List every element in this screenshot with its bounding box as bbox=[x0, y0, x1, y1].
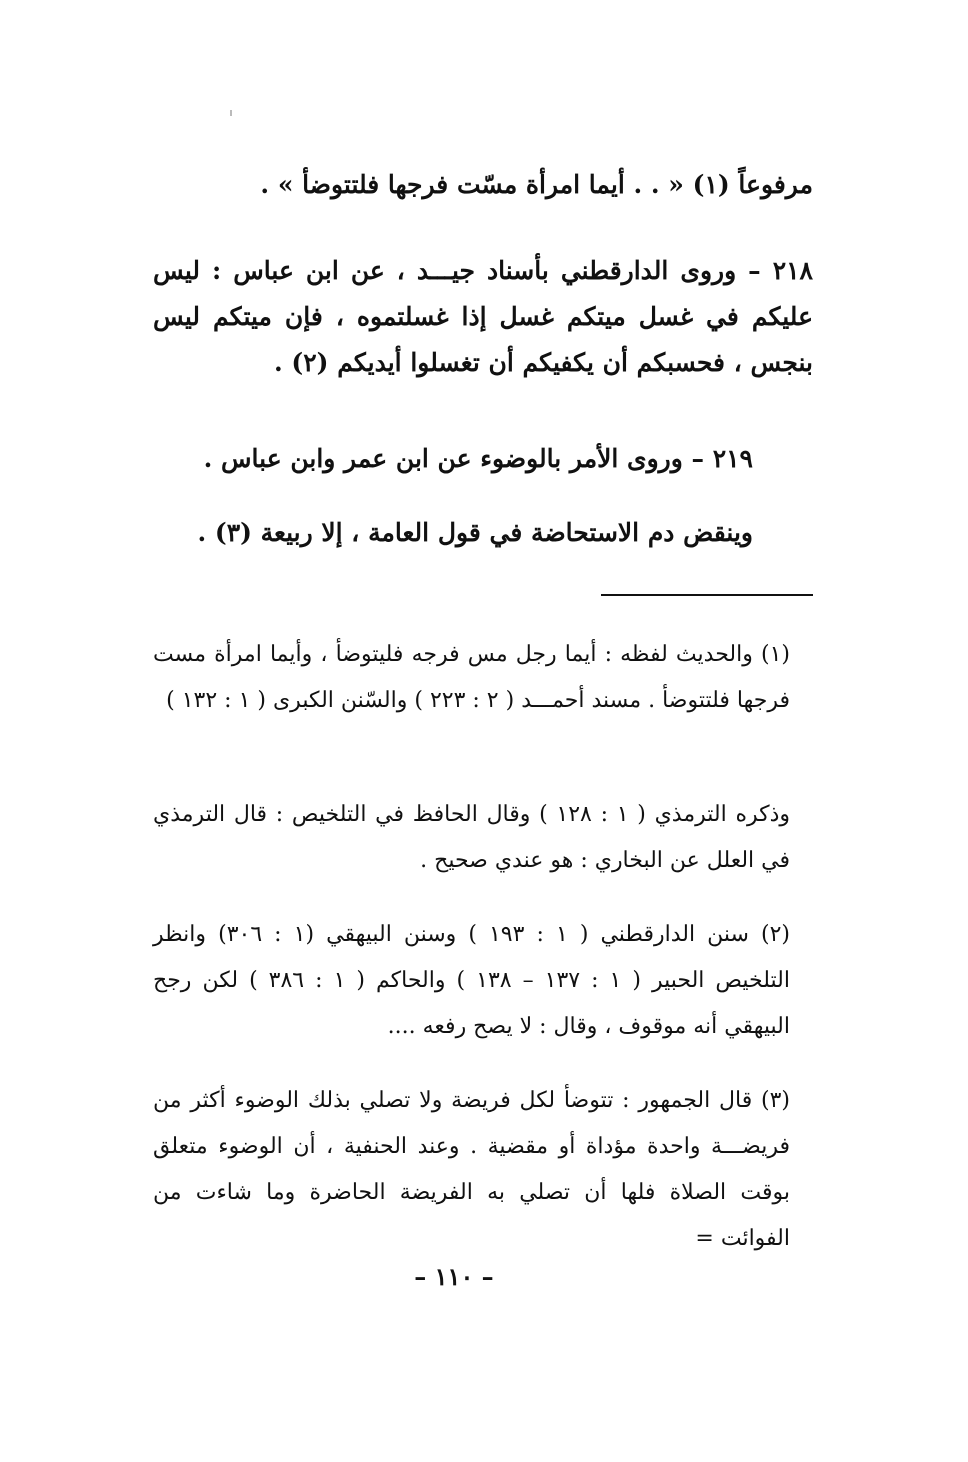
paragraph-219-text: ٢١٩ – وروى الأمر بالوضوء عن ابن عمر وابن عباس . bbox=[203, 444, 753, 473]
page-number: – ١١٠ – bbox=[414, 1262, 494, 1291]
footnote-separator bbox=[601, 594, 813, 596]
footnote-2 bbox=[153, 912, 790, 1050]
scan-speck bbox=[230, 110, 232, 116]
footnote-1 bbox=[153, 632, 790, 724]
paragraph-istihada-text: وينقض دم الاستحاضة في قول العامة ، إلا ربيعة (٣) . bbox=[197, 518, 753, 547]
footnote-1-continuation-text: وذكره الترمذي ( ١ : ١٢٨ ) وقال الحافظ في التلخيص : قال الترمذي في العلل عن البخاري : هو عندي صحيح . bbox=[153, 802, 790, 873]
footnote-1-text: (١) والحديث لفظه : أيما رجل مس فرجه فليتوضأ ، وأيما امرأة مست فرجها فلتتوضأ . مسند أحمـــد ( ٢ : ٢٢٣ ) والسّنن الكبرى ( ١ : ١٣٢ ) bbox=[153, 642, 790, 713]
paragraph-219 bbox=[153, 436, 753, 482]
footnote-1-continuation bbox=[153, 792, 790, 884]
hadith-continuation: مرفوعاً (١) « . . أيما امرأة مسّت فرجها فلتتوضأ » . bbox=[260, 170, 813, 199]
paragraph-218-text: ٢١٨ – وروى الدارقطني بأسناد جيـــد ، عن ابن عباس : ليس عليكم في غسل ميتكم غسل إذا غسلتموه ، فإن ميتكم ليس بنجس ، فحسبكم أن يكفيكم أن تغسلوا أيديكم (٢) . bbox=[153, 256, 813, 377]
paragraph-istihada bbox=[153, 510, 753, 556]
footnote-2-text: (٢) سنن الدارقطني ( ١ : ١٩٣ ) وسنن البيهقي (١ : ٣٠٦) وانظر التلخيص الحبير ( ١ : ١٣٧ – ١٣٨ ) والحاكم ( ١ : ٣٨٦ ) لكن رجح البيهقي أنه موقوف ، وقال : لا يصح رفعه .... bbox=[153, 922, 791, 1039]
paragraph-218 bbox=[153, 248, 813, 386]
footnote-3-text: (٣) قال الجمهور : تتوضأ لكل فريضة ولا تصلي بذلك الوضوء أكثر من فريضـــة واحدة مؤداة أو مقضية . وعند الحنفية ، أن الوضوء متعلق بوقت الصلاة فلها أن تصلي به الفريضة الحاضرة وما شاءت من الفوائت = bbox=[153, 1088, 790, 1251]
footnote-3 bbox=[153, 1078, 790, 1262]
main-text-line-1 bbox=[153, 163, 813, 207]
